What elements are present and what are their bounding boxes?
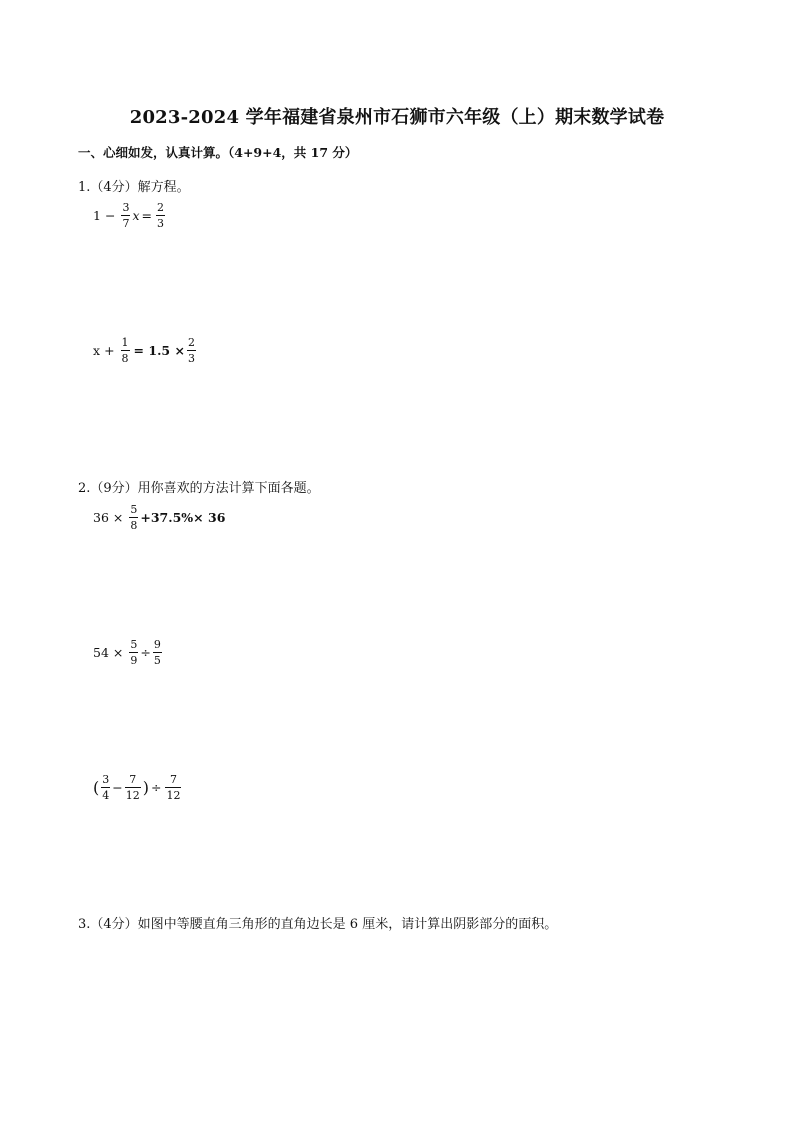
equals-sign: = bbox=[141, 208, 152, 223]
close-paren: ) bbox=[142, 778, 149, 797]
numerator: 9 bbox=[153, 638, 161, 651]
equation-rhs-value: = 1.5 × bbox=[133, 343, 185, 358]
denominator: 8 bbox=[121, 352, 129, 365]
numerator: 2 bbox=[156, 201, 164, 214]
fraction bbox=[153, 639, 162, 666]
denominator: 8 bbox=[130, 519, 138, 532]
minus-sign: − bbox=[104, 208, 116, 223]
number: 36 bbox=[93, 510, 109, 525]
denominator: 3 bbox=[156, 217, 164, 230]
fraction bbox=[121, 202, 130, 229]
denominator: 4 bbox=[102, 789, 110, 802]
denominator: 9 bbox=[130, 654, 138, 667]
number-one: 1 bbox=[93, 208, 101, 223]
page-title: 2023-2024 学年福建省泉州市石狮市六年级（上）期末数学试卷 bbox=[129, 107, 665, 128]
times-sign: × bbox=[112, 645, 124, 660]
plus-sign: + bbox=[104, 343, 115, 358]
variable-x: x bbox=[93, 343, 101, 358]
denominator: 7 bbox=[122, 217, 130, 230]
numerator: 7 bbox=[129, 773, 137, 786]
fraction bbox=[129, 504, 138, 531]
denominator: 12 bbox=[166, 789, 181, 802]
variable-x: x bbox=[132, 208, 140, 223]
divide-sign: ÷ bbox=[140, 645, 151, 660]
minus-sign: − bbox=[112, 780, 123, 795]
fraction bbox=[125, 774, 141, 801]
numerator: 5 bbox=[130, 638, 138, 651]
question-1-header: 1.（4分）解方程。 bbox=[78, 180, 190, 195]
question-2-header: 2.（9分）用你喜欢的方法计算下面各题。 bbox=[78, 481, 320, 496]
times-sign: × bbox=[112, 510, 124, 525]
fraction bbox=[101, 774, 110, 801]
denominator: 12 bbox=[125, 789, 140, 802]
expression-3 bbox=[93, 774, 183, 801]
open-paren: ( bbox=[93, 778, 100, 797]
fraction bbox=[156, 202, 165, 229]
fraction bbox=[129, 639, 138, 666]
expression-2 bbox=[93, 639, 164, 666]
fraction bbox=[121, 337, 130, 364]
numerator: 3 bbox=[102, 773, 110, 786]
denominator: 5 bbox=[153, 654, 161, 667]
numerator: 7 bbox=[169, 773, 177, 786]
numerator: 1 bbox=[121, 336, 129, 349]
numerator: 3 bbox=[122, 201, 130, 214]
expression-rest: +37.5%× 36 bbox=[140, 510, 226, 525]
equation-1 bbox=[93, 202, 167, 229]
section-heading: 一、心细如发，认真计算。（4+9+4，共 17 分） bbox=[78, 145, 358, 160]
numerator: 5 bbox=[130, 503, 138, 516]
equation-2 bbox=[93, 337, 198, 364]
number: 54 bbox=[93, 645, 109, 660]
fraction bbox=[187, 337, 196, 364]
fraction bbox=[165, 774, 181, 801]
denominator: 3 bbox=[187, 352, 195, 365]
numerator: 2 bbox=[187, 336, 195, 349]
expression-1 bbox=[93, 504, 225, 531]
question-3-header: 3.（4分）如图中等腰直角三角形的直角边长是 6 厘米，请计算出阴影部分的面积。 bbox=[78, 917, 558, 932]
divide-sign: ÷ bbox=[150, 780, 162, 795]
